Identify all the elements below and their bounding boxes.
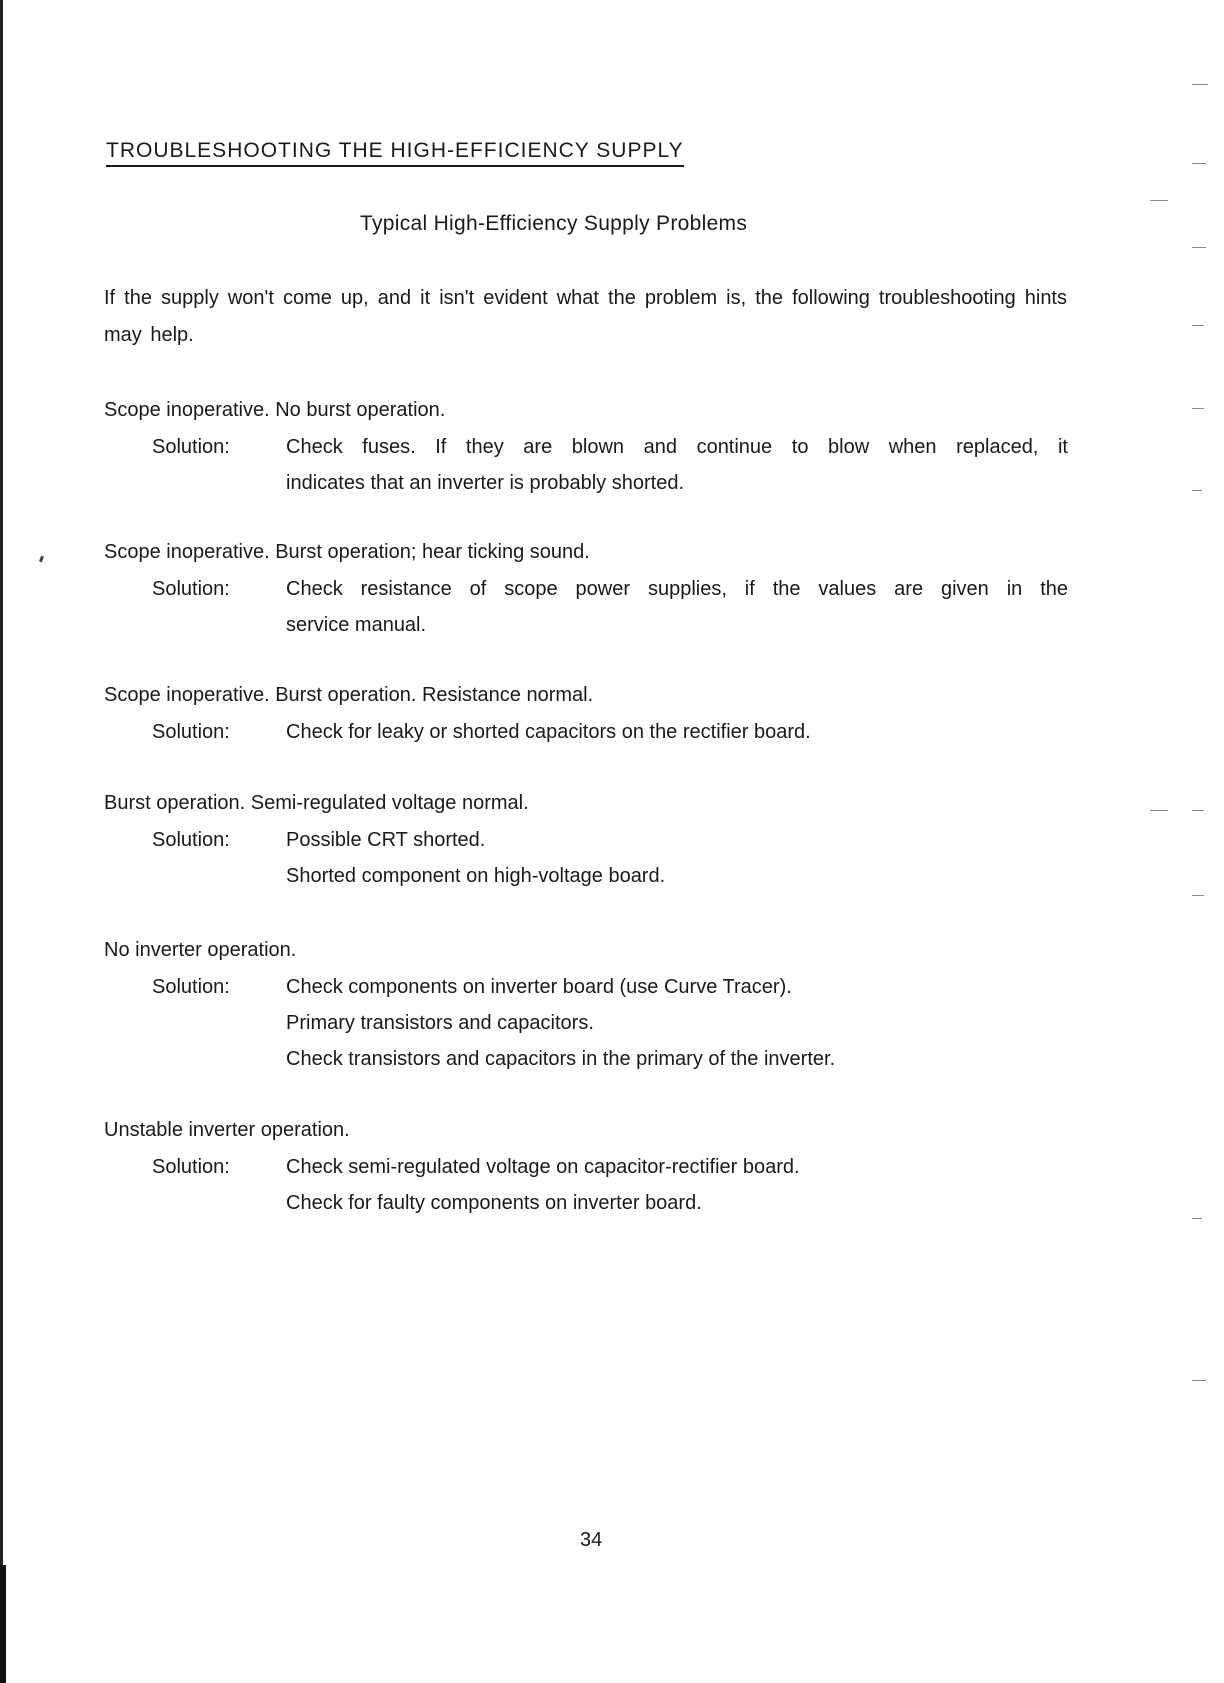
solution-label: Solution:	[152, 1156, 230, 1178]
solution-block	[104, 969, 1104, 1077]
solution-text	[286, 714, 1068, 750]
page-number: 34	[580, 1529, 603, 1551]
solution-line: indicates that an inverter is probably shorted.	[286, 472, 684, 494]
problem-title: Burst operation. Semi-regulated voltage normal.	[104, 792, 529, 814]
solution-line: Check resistance of scope power supplies, if the values are given in the	[286, 578, 1068, 600]
solution-line: Check fuses. If they are blown and continue to blow when replaced, it	[286, 436, 1068, 458]
scan-artifact	[1192, 895, 1204, 896]
intro-paragraph: If the supply won't come up, and it isn't evident what the problem is, the following troubleshooting hints may help.	[104, 287, 1067, 346]
scan-artifact	[1192, 408, 1204, 409]
solution-line: Check semi-regulated voltage on capacitor-rectifier board.	[286, 1156, 800, 1178]
problem-entry	[104, 935, 1104, 1077]
scan-artifact	[1192, 1380, 1206, 1381]
solution-text	[286, 822, 1068, 894]
scan-artifact	[1192, 1218, 1202, 1219]
problem-entry	[104, 680, 1104, 750]
solution-text	[286, 571, 1068, 643]
section-heading: TROUBLESHOOTING THE HIGH-EFFICIENCY SUPPLY	[106, 138, 684, 167]
solution-label: Solution:	[152, 436, 230, 458]
scan-artifact	[1192, 247, 1206, 248]
scan-edge	[0, 0, 3, 1683]
solution-label: Solution:	[152, 578, 230, 600]
problem-entry	[104, 395, 1104, 501]
solution-label: Solution:	[152, 976, 230, 998]
scan-artifact	[1192, 84, 1208, 85]
problem-title: No inverter operation.	[104, 939, 297, 961]
solution-text	[286, 429, 1068, 501]
solution-label: Solution:	[152, 721, 230, 743]
solution-block	[104, 714, 1104, 750]
scan-edge-shadow	[0, 1565, 6, 1683]
solution-text	[286, 1149, 1068, 1221]
solution-line: Shorted component on high-voltage board.	[286, 865, 666, 887]
problem-entry	[104, 537, 1104, 643]
problem-title: Scope inoperative. Burst operation; hear ticking sound.	[104, 541, 590, 563]
problem-title: Unstable inverter operation.	[104, 1119, 350, 1141]
scan-artifact	[39, 556, 44, 563]
solution-line: Check transistors and capacitors in the primary of the inverter.	[286, 1048, 836, 1070]
scan-artifact	[1192, 325, 1204, 326]
solution-line: Check for leaky or shorted capacitors on the rectifier board.	[286, 721, 811, 743]
solution-label: Solution:	[152, 829, 230, 851]
solution-line: service manual.	[286, 614, 427, 636]
problem-title: Scope inoperative. No burst operation.	[104, 399, 446, 421]
solution-block	[104, 571, 1104, 643]
solution-line: Check for faulty components on inverter board.	[286, 1192, 702, 1214]
solution-block	[104, 822, 1104, 894]
scan-artifact	[1150, 810, 1168, 811]
scan-artifact	[1192, 163, 1206, 164]
solution-line: Possible CRT shorted.	[286, 829, 486, 851]
scan-artifact	[1150, 200, 1168, 201]
solution-line: Primary transistors and capacitors.	[286, 1012, 594, 1034]
problem-entry	[104, 1115, 1104, 1221]
solution-block	[104, 429, 1104, 501]
problem-entry	[104, 788, 1104, 894]
scan-artifact	[1192, 810, 1204, 811]
solution-block	[104, 1149, 1104, 1221]
scan-artifact	[1192, 490, 1202, 491]
section-subheading: Typical High-Efficiency Supply Problems	[360, 212, 748, 235]
solution-text	[286, 969, 1068, 1077]
problem-title: Scope inoperative. Burst operation. Resistance normal.	[104, 684, 594, 706]
solution-line: Check components on inverter board (use Curve Tracer).	[286, 976, 792, 998]
